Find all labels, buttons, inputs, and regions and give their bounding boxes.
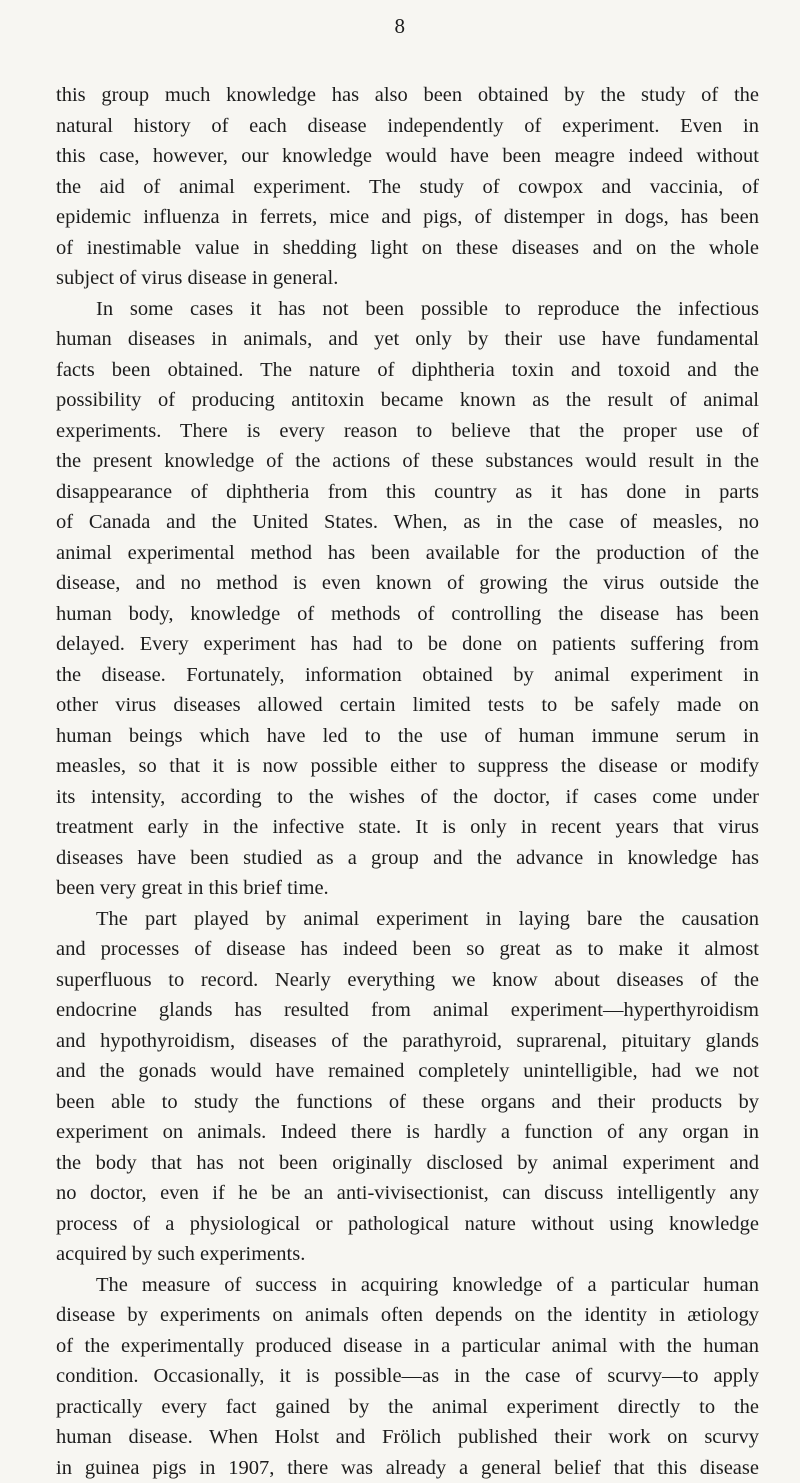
page-number: 8 (0, 14, 800, 39)
text-line: the disease. Fortunately, information obtained by animal experiment in (56, 660, 759, 691)
text-line: and processes of disease has indeed been so great as to make it almost (56, 934, 759, 965)
text-line: of the experimentally produced disease in a particular animal with the human (56, 1331, 759, 1362)
text-line: other virus diseases allowed certain limited tests to be safely made on (56, 690, 759, 721)
text-line: treatment early in the infective state. It is only in recent years that virus (56, 812, 759, 843)
text-line: acquired by such experiments. (56, 1239, 759, 1270)
text-line: process of a physiological or pathological nature without using knowledge (56, 1209, 759, 1240)
text-line: its intensity, according to the wishes of the doctor, if cases come under (56, 782, 759, 813)
text-line: possibility of producing antitoxin became known as the result of animal (56, 385, 759, 416)
text-line: the present knowledge of the actions of these substances would result in the (56, 446, 759, 477)
text-line: In some cases it has not been possible to reproduce the infectious (56, 294, 759, 325)
text-line: disappearance of diphtheria from this country as it has done in parts (56, 477, 759, 508)
text-line: subject of virus disease in general. (56, 263, 759, 294)
text-line: The measure of success in acquiring knowledge of a particular human (56, 1270, 759, 1301)
text-line: been very great in this brief time. (56, 873, 759, 904)
text-line: this group much knowledge has also been obtained by the study of the (56, 80, 759, 111)
text-line: in guinea pigs in 1907, there was already a general belief that this disease (56, 1453, 759, 1483)
text-line: disease, and no method is even known of growing the virus outside the (56, 568, 759, 599)
text-line: the body that has not been originally disclosed by animal experiment and (56, 1148, 759, 1179)
text-line: human body, knowledge of methods of controlling the disease has been (56, 599, 759, 630)
text-line: human diseases in animals, and yet only by their use have fundamental (56, 324, 759, 355)
text-line: animal experimental method has been available for the production of the (56, 538, 759, 569)
text-line: human beings which have led to the use of human immune serum in (56, 721, 759, 752)
text-line: and the gonads would have remained completely unintelligible, had we not (56, 1056, 759, 1087)
text-line: superfluous to record. Nearly everything we know about diseases of the (56, 965, 759, 996)
text-line: The part played by animal experiment in laying bare the causation (56, 904, 759, 935)
text-line: and hypothyroidism, diseases of the parathyroid, suprarenal, pituitary glands (56, 1026, 759, 1057)
text-line: experiments. There is every reason to believe that the proper use of (56, 416, 759, 447)
text-line: measles, so that it is now possible either to suppress the disease or modify (56, 751, 759, 782)
text-line: condition. Occasionally, it is possible—as in the case of scurvy—to apply (56, 1361, 759, 1392)
text-line: no doctor, even if he be an anti-vivisectionist, can discuss intelligently any (56, 1178, 759, 1209)
text-line: been able to study the functions of these organs and their products by (56, 1087, 759, 1118)
text-line: human disease. When Holst and Frölich published their work on scurvy (56, 1422, 759, 1453)
text-line: delayed. Every experiment has had to be done on patients suffering from (56, 629, 759, 660)
text-line: disease by experiments on animals often depends on the identity in ætiology (56, 1300, 759, 1331)
text-line: this case, however, our knowledge would have been meagre indeed without (56, 141, 759, 172)
body-text (56, 80, 759, 1483)
text-line: epidemic influenza in ferrets, mice and pigs, of distemper in dogs, has been (56, 202, 759, 233)
text-line: experiment on animals. Indeed there is hardly a function of any organ in (56, 1117, 759, 1148)
text-line: facts been obtained. The nature of diphtheria toxin and toxoid and the (56, 355, 759, 386)
text-line: natural history of each disease independently of experiment. Even in (56, 111, 759, 142)
text-line: practically every fact gained by the animal experiment directly to the (56, 1392, 759, 1423)
text-line: endocrine glands has resulted from animal experiment—hyperthyroidism (56, 995, 759, 1026)
text-line: of inestimable value in shedding light on these diseases and on the whole (56, 233, 759, 264)
text-line: diseases have been studied as a group and the advance in knowledge has (56, 843, 759, 874)
text-line: the aid of animal experiment. The study of cowpox and vaccinia, of (56, 172, 759, 203)
text-line: of Canada and the United States. When, as in the case of measles, no (56, 507, 759, 538)
